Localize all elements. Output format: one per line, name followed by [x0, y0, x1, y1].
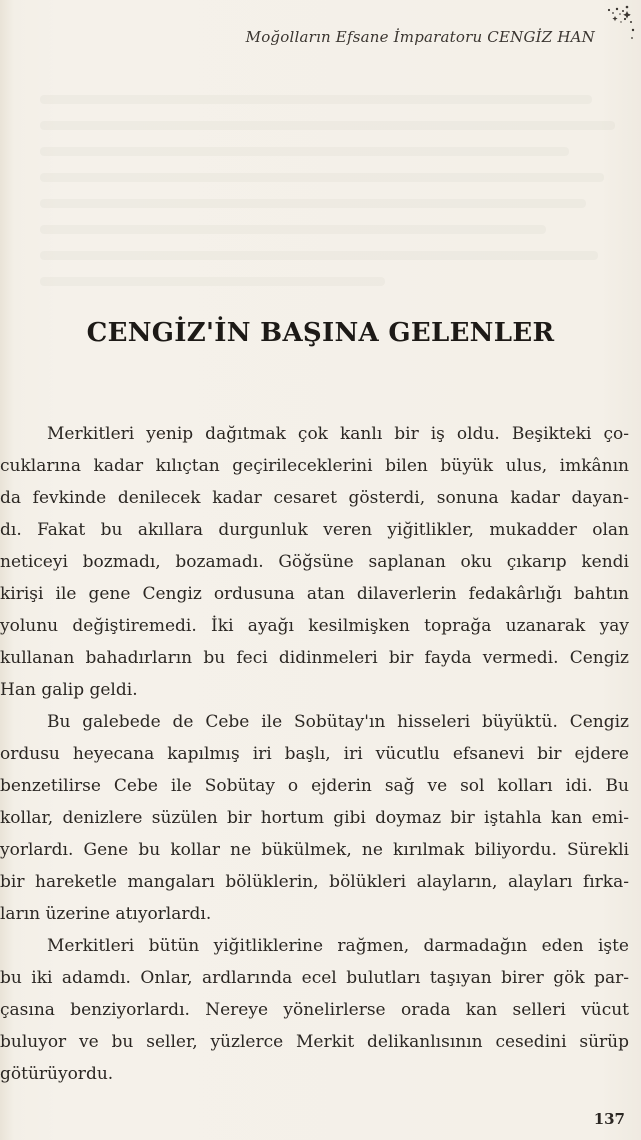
- text-line: Han galip geldi.: [0, 680, 138, 700]
- text-line: bu iki adamdı. Onlar, ardlarında ecel bulutları taşıyan birer gök par-: [0, 968, 629, 988]
- text-line: çasına benziyorlardı. Nereye yönelirlerse orada kan selleri vücut: [0, 1000, 629, 1020]
- text-line: cuklarına kadar kılıçtan geçirileceklerini bilen büyük ulus, imkânın: [0, 456, 629, 476]
- text-line: bir hareketle mangaları bölüklerin, bölükleri alayların, alayları fırka-: [0, 872, 629, 892]
- text-line: kollar, denizlere süzülen bir hortum gibi doymaz bir iştahla kan emi-: [0, 808, 629, 828]
- text-line: Bu galebede de Cebe ile Sobütay'ın hisseleri büyüktü. Cengiz: [47, 712, 629, 732]
- text-line: Merkitleri bütün yiğitliklerine rağmen, darmadağın eden işte: [47, 936, 629, 956]
- running-header: Moğolların Efsane İmparatoru CENGİZ HAN: [245, 28, 595, 46]
- stars-ornament-icon: [587, 2, 637, 52]
- text-line: neticeyi bozmadı, bozamadı. Göğsüne saplanan oku çıkarıp kendi: [0, 552, 629, 572]
- text-line: götürüyordu.: [0, 1064, 114, 1084]
- text-line: Merkitleri yenip dağıtmak çok kanlı bir iş oldu. Beşikteki ço-: [47, 424, 629, 444]
- text-line: benzetilirse Cebe ile Sobütay o ejderin sağ ve sol kolları idi. Bu: [0, 776, 629, 796]
- text-line: kullanan bahadırların bu feci didinmeleri bir fayda vermedi. Cengiz: [0, 648, 629, 668]
- show-through-text: [40, 95, 615, 315]
- text-line: dı. Fakat bu akıllara durgunluk veren yiğitlikler, mukadder olan: [0, 520, 629, 540]
- text-line: ordusu heyecana kapılmış iri başlı, iri vücutlu efsanevi bir ejdere: [0, 744, 629, 764]
- text-line: da fevkinde denilecek kadar cesaret gösterdi, sonuna kadar dayan-: [0, 488, 629, 508]
- text-line: kirişi ile gene Cengiz ordusuna atan dilaverlerin fedakârlığı bahtın: [0, 584, 629, 604]
- text-line: yolunu değiştiremedi. İki ayağı kesilmişken toprağa uzanarak yay: [0, 616, 629, 636]
- text-line: yorlardı. Gene bu kollar ne bükülmek, ne kırılmak biliyordu. Sürekli: [0, 840, 629, 860]
- text-line: ların üzerine atıyorlardı.: [0, 904, 212, 924]
- page-number: 137: [593, 1110, 625, 1128]
- chapter-title: CENGİZ'İN BAŞINA GELENLER: [86, 318, 555, 348]
- text-line: buluyor ve bu seller, yüzlerce Merkit delikanlısının cesedini sürüp: [0, 1032, 629, 1052]
